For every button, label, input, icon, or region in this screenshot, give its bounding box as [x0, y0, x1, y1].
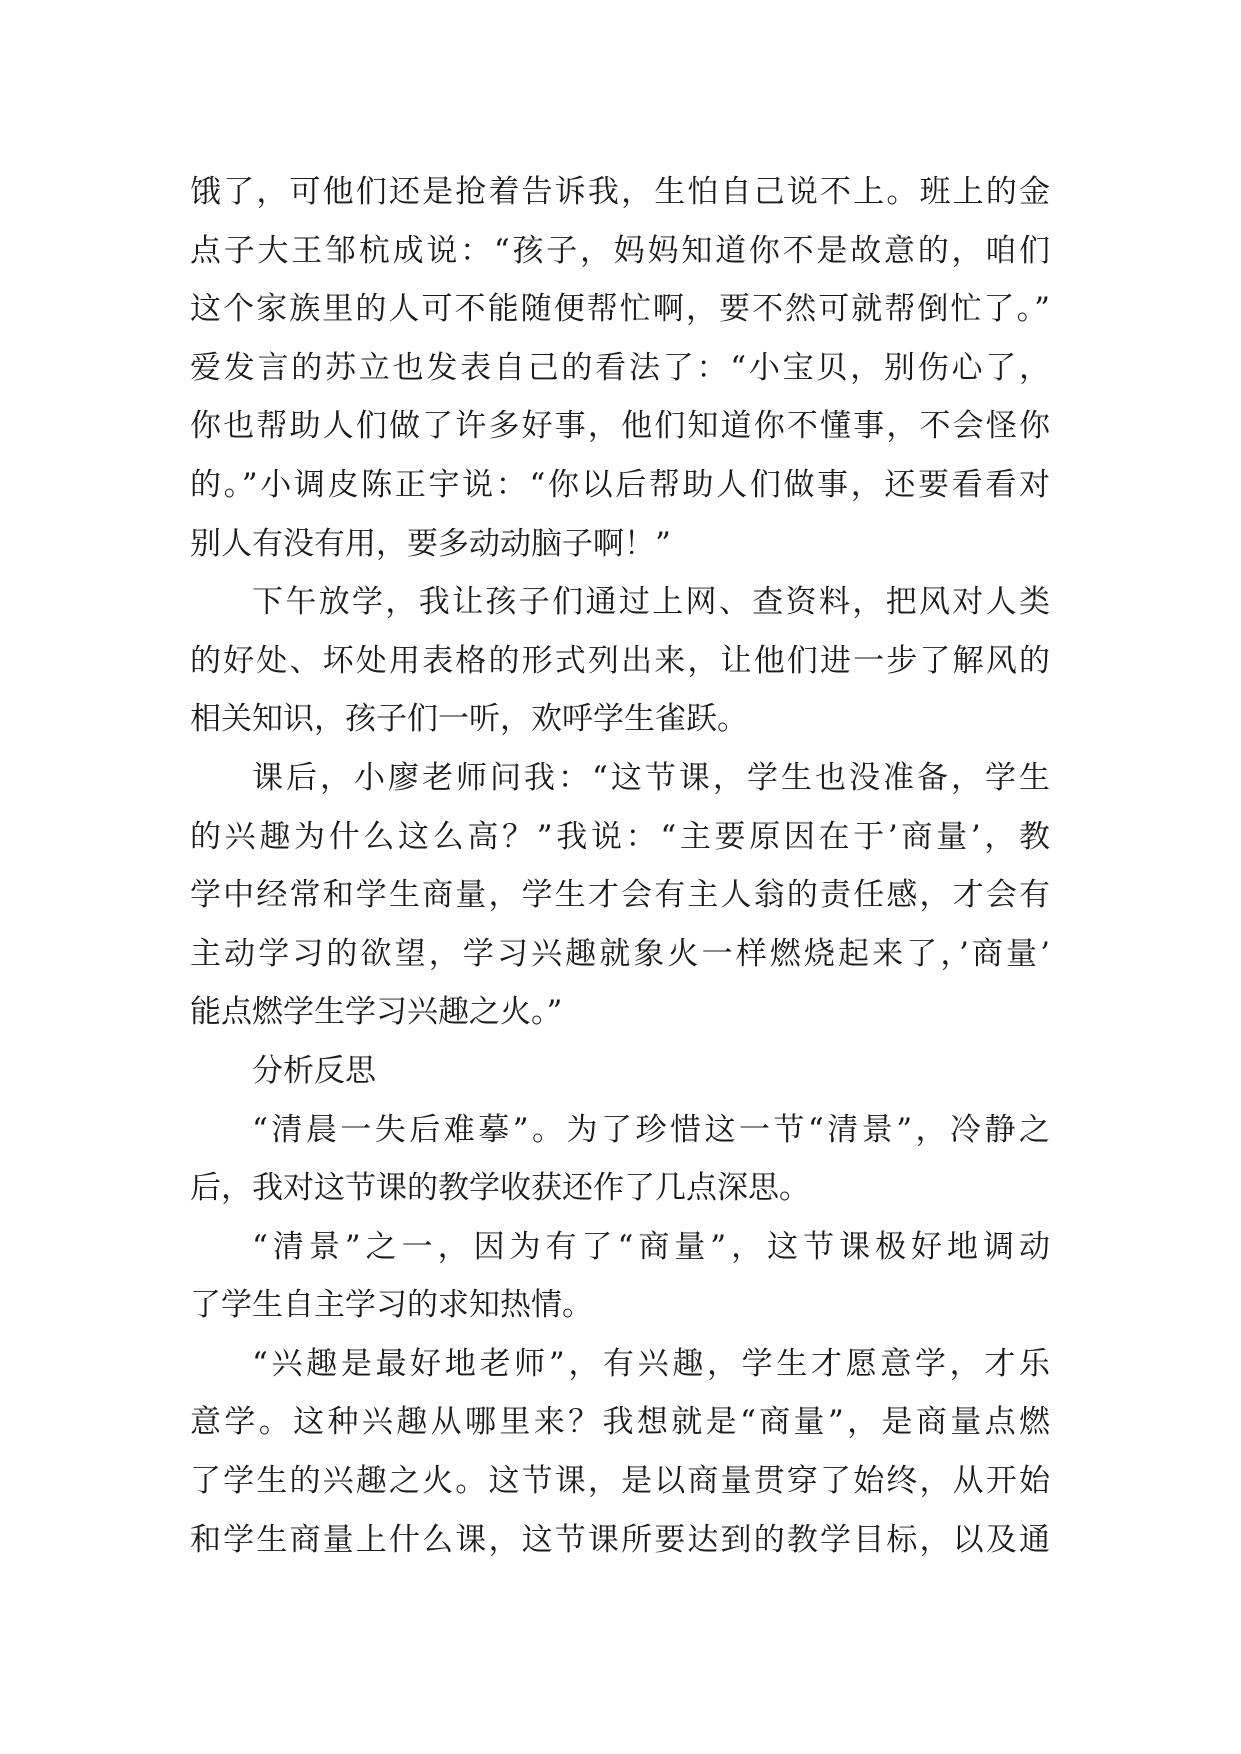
text-line: 这个家族里的人可不能随便帮忙啊，要不然可就帮倒忙了。” [190, 291, 1050, 328]
text-line: 分析反思 [252, 1052, 376, 1089]
text-line: 点子大王邹杭成说：“孩子，妈妈知道你不是故意的，咱们 [190, 232, 1050, 269]
text-line: 后，我对这节课的教学收获还作了几点深思。 [190, 1170, 810, 1207]
text-line: 了学生的兴趣之火。这节课，是以商量贯穿了始终，从开始 [190, 1463, 1050, 1500]
text-line: 意学。这种兴趣从哪里来？我想就是“商量”，是商量点燃 [190, 1404, 1050, 1441]
text-line: “清晨一失后难摹”。为了珍惜这一节“清景”，冷静之 [252, 1111, 1050, 1148]
text-line: 相关知识，孩子们一听，欢呼学生雀跃。 [190, 701, 748, 738]
text-line: 课后，小廖老师问我：“这节课，学生也没准备，学生 [252, 759, 1050, 796]
text-line: “清景”之一，因为有了“商量”，这节课极好地调动 [252, 1228, 1050, 1265]
document-body-text [190, 163, 1050, 1569]
text-line: 的兴趣为什么这么高？”我说：“主要原因在于’商量’，教 [190, 818, 1050, 855]
text-line: 下午放学，我让孩子们通过上网、查资料，把风对人类 [252, 584, 1050, 621]
text-line: 和学生商量上什么课，这节课所要达到的教学目标，以及通 [190, 1521, 1050, 1558]
text-line: 的好处、坏处用表格的形式列出来，让他们进一步了解风的 [190, 642, 1050, 679]
text-line: 别人有没有用，要多动动脑子啊！” [190, 525, 671, 562]
text-line: 学中经常和学生商量，学生才会有主人翁的责任感，才会有 [190, 877, 1050, 914]
text-line: 了学生自主学习的求知热情。 [190, 1287, 593, 1324]
text-line: 的。”小调皮陈正宇说：“你以后帮助人们做事，还要看看对 [190, 466, 1050, 503]
text-line: 饿了，可他们还是抢着告诉我，生怕自己说不上。班上的金 [190, 174, 1050, 210]
text-line: 主动学习的欲望，学习兴趣就象火一样燃烧起来了，’商量’ [190, 935, 1050, 972]
text-line: “兴趣是最好地老师”，有兴趣，学生才愿意学，才乐 [252, 1345, 1050, 1382]
text-line: 你也帮助人们做了许多好事，他们知道你不懂事，不会怪你 [190, 408, 1050, 445]
text-line: 能点燃学生学习兴趣之火。” [190, 994, 563, 1031]
text-line: 爱发言的苏立也发表自己的看法了：“小宝贝，别伤心了， [190, 349, 1050, 386]
